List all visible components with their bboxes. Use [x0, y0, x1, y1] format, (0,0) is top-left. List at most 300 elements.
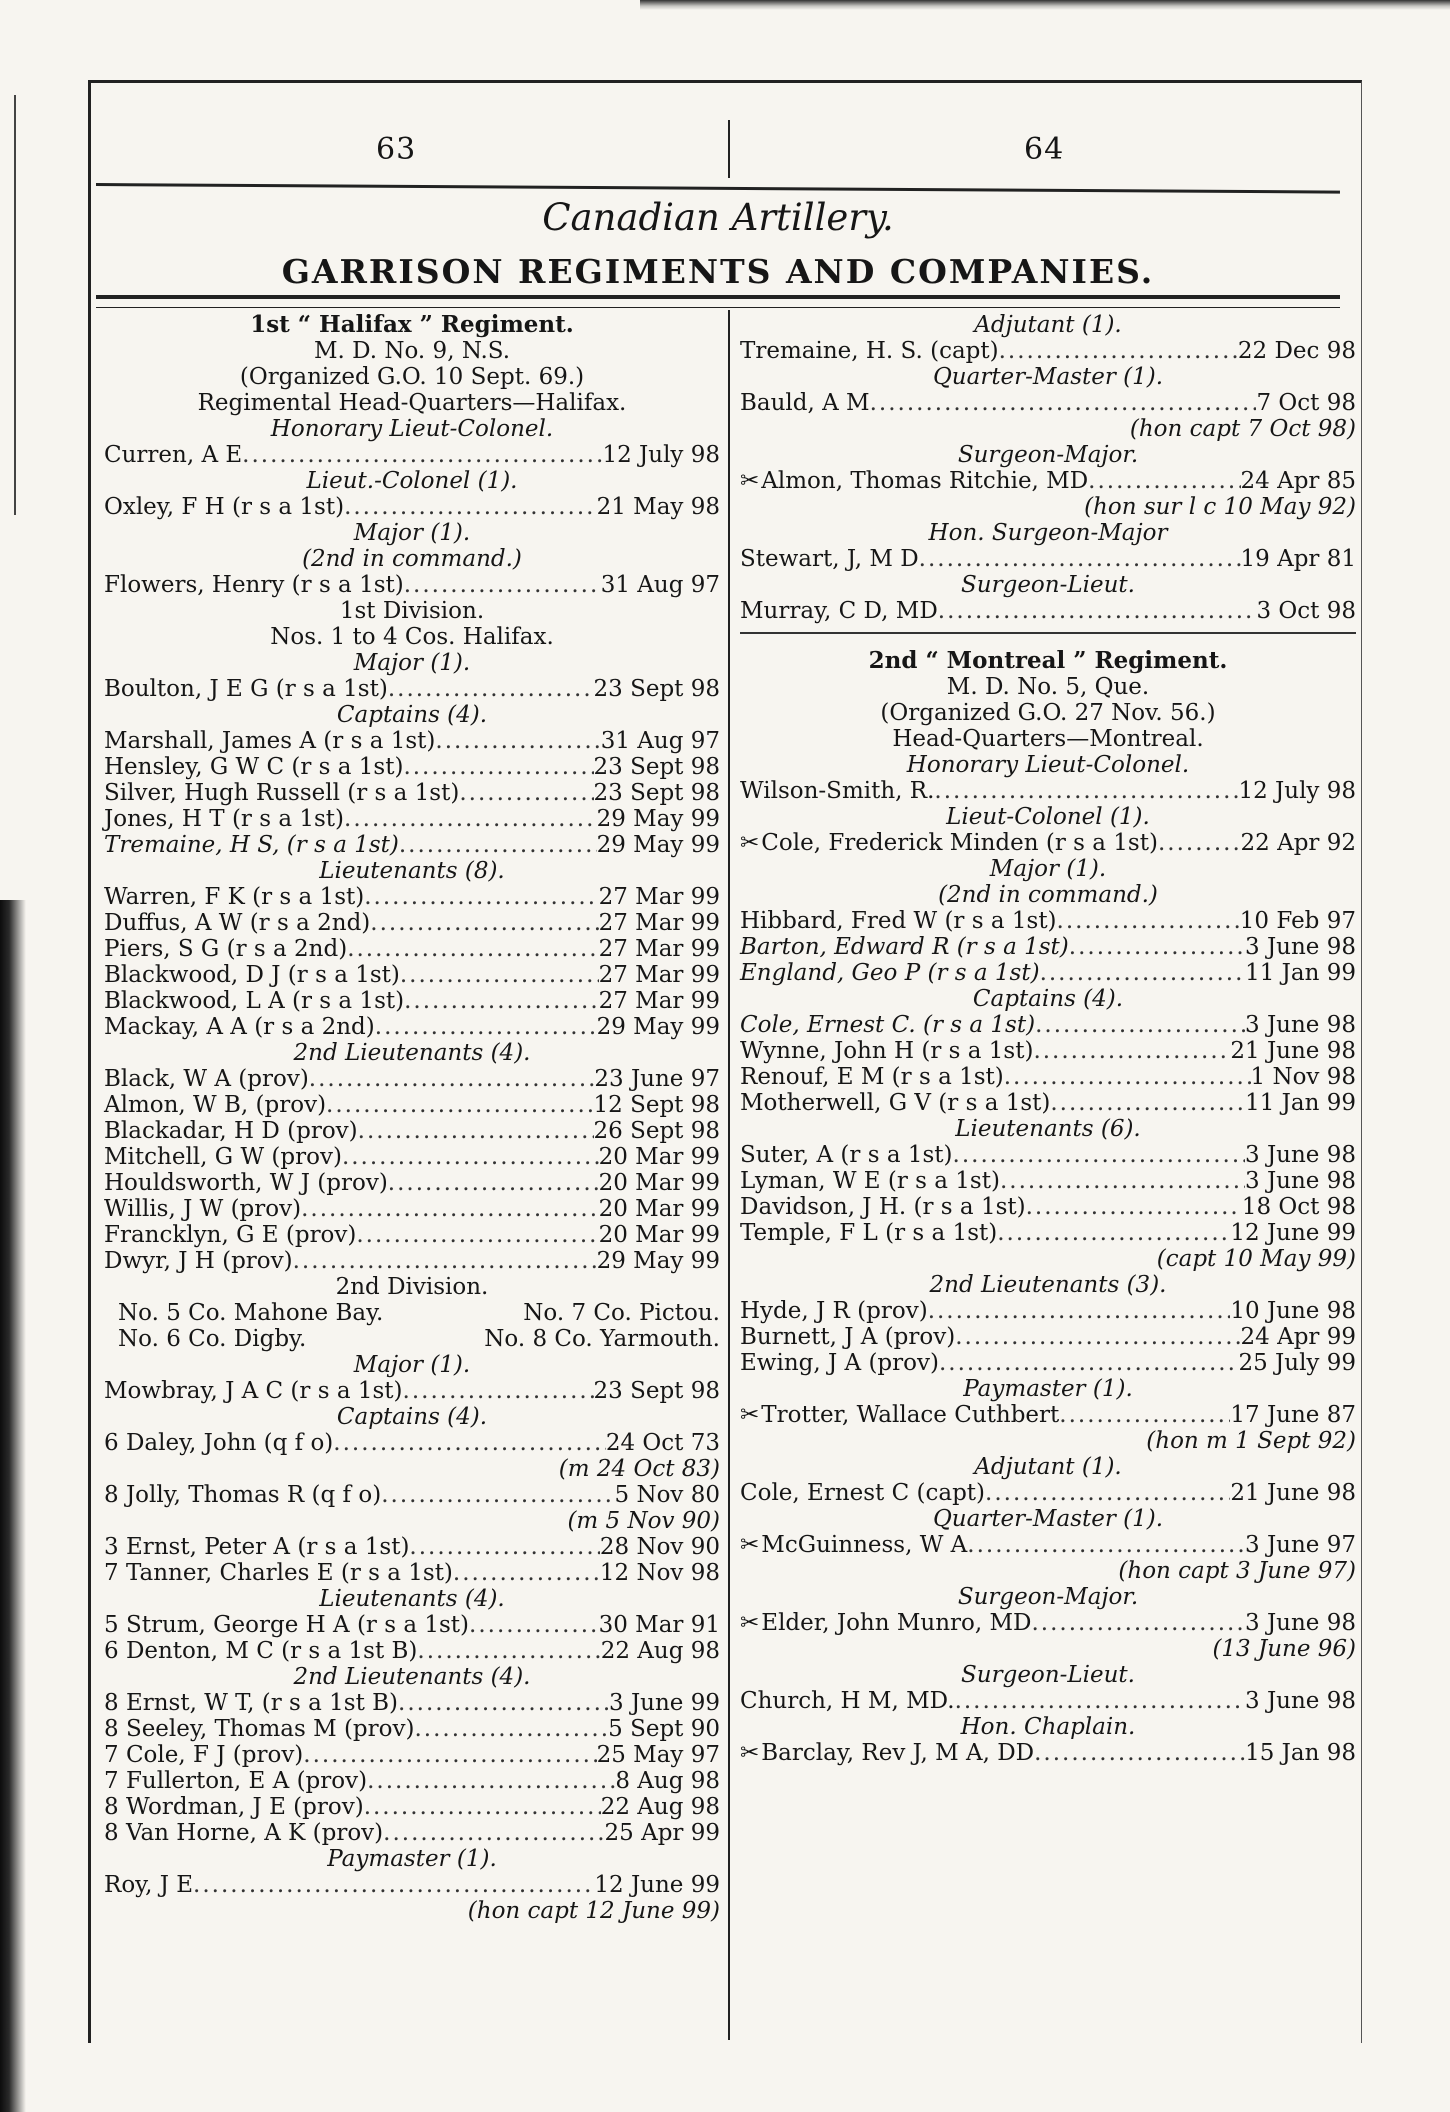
leader-dots — [193, 1872, 594, 1898]
commission-date: 10 June 98 — [1230, 1298, 1356, 1324]
note-text: (13 June 96) — [1212, 1636, 1356, 1662]
leader-dots — [1035, 1012, 1245, 1038]
officer-name: Suter, A (r s a 1st) — [740, 1142, 953, 1168]
officer-name: Hyde, J R (prov) — [740, 1298, 928, 1324]
officer-entry — [104, 1066, 720, 1092]
leader-dots — [1059, 1402, 1230, 1428]
commission-date: 29 May 99 — [596, 1014, 720, 1040]
officer-entry — [104, 1690, 720, 1716]
commission-date: 27 Mar 99 — [598, 988, 720, 1014]
commission-date: 30 Mar 91 — [598, 1612, 720, 1638]
leader-dots — [375, 1014, 597, 1040]
commission-date: 25 July 99 — [1238, 1350, 1356, 1376]
leader-dots — [1026, 1194, 1242, 1220]
leader-dots — [939, 1350, 1239, 1376]
leader-dots — [301, 1196, 599, 1222]
commission-date: 27 Mar 99 — [598, 884, 720, 910]
leader-dots — [403, 754, 593, 780]
section-rule — [740, 632, 1356, 634]
rank-subheading: Hon. Surgeon-Major — [928, 520, 1168, 546]
officer-name: Burnett, J A (prov) — [740, 1324, 956, 1350]
officer-name: Mitchell, G W (prov) — [104, 1144, 342, 1170]
officer-name: Silver, Hugh Russell (r s a 1st) — [104, 780, 460, 806]
leader-dots — [955, 1688, 1245, 1714]
officer-name: 3 Ernst, Peter A (r s a 1st) — [104, 1534, 410, 1560]
title-double-rule — [96, 295, 1340, 308]
commission-date: 12 July 98 — [602, 442, 720, 468]
officer-entry — [740, 1688, 1356, 1714]
honorary-note — [104, 1456, 720, 1482]
rank-subheading: Paymaster (1). — [327, 1846, 497, 1872]
rank-subheading: 2nd Lieutenants (3). — [929, 1272, 1167, 1298]
officer-entry — [740, 1298, 1356, 1324]
officer-entry — [740, 960, 1356, 986]
officer-name: 8 Van Horne, A K (prov) — [104, 1820, 384, 1846]
honorary-note — [740, 1246, 1356, 1272]
officer-entry — [740, 1142, 1356, 1168]
commission-date: 24 Apr 85 — [1240, 468, 1356, 494]
leader-dots — [459, 780, 593, 806]
officer-entry — [104, 442, 720, 468]
leader-dots — [999, 338, 1238, 364]
leader-dots — [1033, 1038, 1230, 1064]
commission-date: 20 Mar 99 — [598, 1144, 720, 1170]
leader-dots — [242, 442, 602, 468]
officer-entry — [740, 390, 1356, 416]
officer-name: Cole, Ernest C (capt) — [740, 1480, 986, 1506]
officer-name: Temple, F L (r s a 1st) — [740, 1220, 998, 1246]
officer-name: Hibbard, Fred W (r s a 1st) — [740, 908, 1057, 934]
officer-name: Houldsworth, W J (prov) — [104, 1170, 388, 1196]
regiment-heading: 2nd “ Montreal ” Regiment. — [868, 647, 1228, 674]
commission-date: 3 June 98 — [1245, 1012, 1356, 1038]
commission-date: 12 Sept 98 — [593, 1092, 720, 1118]
officer-entry — [740, 830, 1356, 856]
officer-name: Wilson-Smith, R. — [740, 778, 935, 804]
regiment-info: 1st Division. — [339, 598, 485, 624]
rank-subheading: Surgeon-Major. — [957, 442, 1139, 468]
column-divider — [728, 310, 730, 2040]
officer-name: Jones, H T (r s a 1st) — [104, 806, 345, 832]
officer-entry — [104, 1170, 720, 1196]
rank-subheading: 2nd Lieutenants (4). — [293, 1664, 531, 1690]
officer-entry — [740, 908, 1356, 934]
rank-subheading: Surgeon-Major. — [957, 1584, 1139, 1610]
rank-subheading: Adjutant (1). — [974, 312, 1122, 338]
commission-date: 21 May 98 — [596, 494, 720, 520]
officer-entry — [740, 546, 1356, 572]
company-row — [104, 1326, 720, 1352]
commission-date: 19 Apr 81 — [1240, 546, 1356, 572]
leader-dots — [453, 1560, 600, 1586]
officer-name: Willis, J W (prov) — [104, 1196, 302, 1222]
regiment-info: Head-Quarters—Montreal. — [892, 726, 1204, 752]
commission-date: 23 Sept 98 — [593, 780, 720, 806]
scan-top-shadow — [640, 0, 1450, 10]
commission-date: 18 Oct 98 — [1241, 1194, 1356, 1220]
commission-date: 27 Mar 99 — [598, 936, 720, 962]
commission-date: 31 Aug 97 — [600, 572, 720, 598]
company-left: No. 5 Co. Mahone Bay. — [118, 1300, 384, 1326]
officer-name: Ewing, J A (prov) — [740, 1350, 939, 1376]
leader-dots — [344, 494, 597, 520]
officer-name: Bauld, A M — [740, 390, 870, 416]
rank-subheading: (2nd in command.) — [938, 882, 1158, 908]
officer-name: Davidson, J H. (r s a 1st) — [740, 1194, 1026, 1220]
leader-dots — [934, 778, 1238, 804]
leader-dots — [404, 572, 601, 598]
regiment-heading: 1st “ Halifax ” Regiment. — [250, 311, 574, 338]
officer-entry — [740, 778, 1356, 804]
commission-date: 24 Apr 99 — [1240, 1324, 1356, 1350]
rank-subheading: Captains (4). — [336, 1404, 488, 1430]
officer-name: Blackwood, L A (r s a 1st) — [104, 988, 405, 1014]
note-text: (hon sur l c 10 May 92) — [1084, 494, 1356, 520]
rank-subheading: Honorary Lieut-Colonel. — [270, 416, 554, 442]
leader-dots — [309, 1066, 595, 1092]
leader-dots — [409, 1534, 599, 1560]
commission-date: 5 Nov 80 — [614, 1482, 720, 1508]
officer-name: Tremaine, H. S. (capt) — [740, 338, 999, 364]
honorary-note — [740, 494, 1356, 520]
section-subtitle: Canadian Artillery. — [542, 196, 894, 239]
officer-entry — [104, 910, 720, 936]
regiment-info: Nos. 1 to 4 Cos. Halifax. — [270, 624, 554, 650]
leader-dots — [1004, 1064, 1251, 1090]
officer-entry — [104, 572, 720, 598]
officer-entry — [104, 1144, 720, 1170]
officer-name: Church, H M, MD. — [740, 1688, 955, 1714]
leader-dots — [398, 1690, 609, 1716]
commission-date: 26 Sept 98 — [593, 1118, 720, 1144]
left-column — [104, 312, 720, 1924]
officer-entry — [104, 806, 720, 832]
officer-name: Blackwood, D J (r s a 1st) — [104, 962, 400, 988]
leader-dots — [938, 598, 1257, 624]
officer-name: Cole, Ernest C. (r s a 1st) — [740, 1012, 1036, 1038]
officer-entry — [104, 1430, 720, 1456]
officer-name: England, Geo P (r s a 1st) — [740, 960, 1040, 986]
honorary-note — [740, 416, 1356, 442]
scissors-icon: ✂ — [740, 468, 760, 494]
leader-dots — [383, 1820, 604, 1846]
officer-name: 6 Daley, John (q f o) — [104, 1430, 334, 1456]
officer-name: Mowbray, J A C (r s a 1st) — [104, 1378, 403, 1404]
rank-subheading: 2nd Lieutenants (4). — [293, 1040, 531, 1066]
officer-entry — [740, 468, 1356, 494]
regiment-info: M. D. No. 5, Que. — [946, 674, 1150, 700]
leader-dots — [342, 1144, 599, 1170]
commission-date: 12 Nov 98 — [599, 1560, 720, 1586]
officer-entry — [104, 494, 720, 520]
commission-date: 24 Oct 73 — [605, 1430, 720, 1456]
note-text: (m 24 Oct 83) — [558, 1456, 720, 1482]
officer-entry — [740, 1480, 1356, 1506]
rank-subheading: Quarter-Master (1). — [932, 1506, 1164, 1532]
note-text: (hon capt 7 Oct 98) — [1129, 416, 1356, 442]
commission-date: 1 Nov 98 — [1250, 1064, 1356, 1090]
officer-entry — [104, 728, 720, 754]
officer-entry — [104, 1560, 720, 1586]
officer-name: Almon, W B, (prov) — [104, 1092, 327, 1118]
leader-dots — [1032, 1610, 1246, 1636]
officer-name: Boulton, J E G (r s a 1st) — [104, 676, 388, 702]
officer-entry — [104, 1768, 720, 1794]
rank-subheading: Lieut.-Colonel (1). — [306, 468, 518, 494]
commission-date: 12 June 99 — [1230, 1220, 1356, 1246]
officer-name: ✂Cole, Frederick Minden (r s a 1st) — [740, 830, 1158, 856]
leader-dots — [370, 910, 598, 936]
rank-subheading: Captains (4). — [336, 702, 488, 728]
commission-date: 11 Jan 99 — [1245, 1090, 1356, 1116]
leader-dots — [356, 1222, 598, 1248]
officer-entry — [104, 1378, 720, 1404]
officer-entry — [104, 1742, 720, 1768]
commission-date: 20 Mar 99 — [598, 1196, 720, 1222]
scissors-icon: ✂ — [740, 1532, 760, 1558]
leader-dots — [347, 936, 598, 962]
officer-entry — [104, 1092, 720, 1118]
commission-date: 29 May 99 — [596, 1248, 720, 1274]
officer-name: Marshall, James A (r s a 1st) — [104, 728, 436, 754]
commission-date: 12 June 99 — [594, 1872, 720, 1898]
officer-entry — [104, 1534, 720, 1560]
officer-entry — [740, 338, 1356, 364]
note-text: (hon capt 12 June 99) — [467, 1898, 720, 1924]
officer-entry — [104, 962, 720, 988]
commission-date: 11 Jan 99 — [1245, 960, 1356, 986]
officer-name: Stewart, J, M D — [740, 546, 919, 572]
officer-entry — [104, 884, 720, 910]
company-left: No. 6 Co. Digby. — [118, 1326, 307, 1352]
leader-dots — [333, 1430, 606, 1456]
commission-date: 21 June 98 — [1230, 1480, 1356, 1506]
regiment-info: M. D. No. 9, N.S. — [313, 338, 511, 364]
note-text: (hon capt 3 June 97) — [1118, 1558, 1356, 1584]
section-title: GARRISON REGIMENTS AND COMPANIES. — [281, 252, 1155, 291]
officer-name: ✂Almon, Thomas Ritchie, MD — [740, 468, 1089, 494]
officer-entry — [104, 1872, 720, 1898]
leader-dots — [1057, 908, 1240, 934]
officer-entry — [740, 1038, 1356, 1064]
officer-entry — [104, 832, 720, 858]
commission-date: 22 Apr 92 — [1240, 830, 1356, 856]
commission-date: 22 Aug 98 — [600, 1638, 720, 1664]
leader-dots — [399, 832, 597, 858]
commission-date: 17 June 87 — [1230, 1402, 1356, 1428]
leader-dots — [403, 1378, 594, 1404]
rank-subheading: Captains (4). — [972, 986, 1124, 1012]
leader-dots — [414, 1716, 608, 1742]
officer-entry — [740, 1402, 1356, 1428]
leader-dots — [293, 1248, 597, 1274]
leader-dots — [400, 962, 599, 988]
leader-dots — [1088, 468, 1240, 494]
rank-subheading: Hon. Chaplain. — [960, 1714, 1136, 1740]
officer-entry — [104, 1612, 720, 1638]
leader-dots — [326, 1092, 593, 1118]
commission-date: 3 June 98 — [1245, 1688, 1356, 1714]
officer-name: 7 Tanner, Charles E (r s a 1st) — [104, 1560, 453, 1586]
company-right: No. 7 Co. Pictou. — [523, 1300, 720, 1326]
officer-name: 8 Seeley, Thomas M (prov) — [104, 1716, 415, 1742]
commission-date: 7 Oct 98 — [1256, 390, 1356, 416]
rank-subheading: Quarter-Master (1). — [932, 364, 1164, 390]
honorary-note — [740, 1428, 1356, 1454]
commission-date: 23 Sept 98 — [593, 1378, 720, 1404]
leader-dots — [919, 546, 1241, 572]
officer-name: Motherwell, G V (r s a 1st) — [740, 1090, 1051, 1116]
leader-dots — [344, 806, 597, 832]
commission-date: 20 Mar 99 — [598, 1222, 720, 1248]
officer-name: Mackay, A A (r s a 2nd) — [104, 1014, 375, 1040]
officer-name: Lyman, W E (r s a 1st) — [740, 1168, 1000, 1194]
commission-date: 15 Jan 98 — [1245, 1740, 1356, 1766]
officer-name: Tremaine, H S, (r s a 1st) — [104, 832, 399, 858]
officer-entry — [740, 934, 1356, 960]
officer-entry — [104, 1482, 720, 1508]
rank-subheading: Major (1). — [353, 520, 471, 546]
commission-date: 22 Aug 98 — [600, 1794, 720, 1820]
officer-name: Flowers, Henry (r s a 1st) — [104, 572, 404, 598]
officer-name: Barton, Edward R (r s a 1st) — [740, 934, 1069, 960]
officer-entry — [104, 1014, 720, 1040]
officer-entry — [104, 754, 720, 780]
officer-entry — [740, 1064, 1356, 1090]
commission-date: 29 May 99 — [596, 832, 720, 858]
officer-name: Warren, F K (r s a 1st) — [104, 884, 365, 910]
leader-dots — [1034, 1740, 1245, 1766]
officer-name: Hensley, G W C (r s a 1st) — [104, 754, 404, 780]
honorary-note — [104, 1898, 720, 1924]
leader-dots — [997, 1220, 1230, 1246]
officer-entry — [740, 1740, 1356, 1766]
leader-dots — [928, 1298, 1231, 1324]
honorary-note — [740, 1558, 1356, 1584]
officer-name: Dwyr, J H (prov) — [104, 1248, 293, 1274]
commission-date: 20 Mar 99 — [598, 1170, 720, 1196]
leader-dots — [364, 884, 598, 910]
scissors-icon: ✂ — [740, 1402, 760, 1428]
commission-date: 27 Mar 99 — [598, 910, 720, 936]
commission-date: 10 Feb 97 — [1239, 908, 1356, 934]
officer-entry — [104, 1820, 720, 1846]
regiment-info: (Organized G.O. 27 Nov. 56.) — [880, 700, 1216, 726]
rank-subheading: Surgeon-Lieut. — [961, 1662, 1135, 1688]
officer-entry — [104, 1118, 720, 1144]
officer-entry — [740, 1324, 1356, 1350]
leader-dots — [388, 676, 594, 702]
page-number-right: 64 — [1024, 132, 1065, 167]
leader-dots — [469, 1612, 599, 1638]
leader-dots — [1158, 830, 1241, 856]
page-number-divider — [728, 120, 730, 178]
note-text: (capt 10 May 99) — [1156, 1246, 1356, 1272]
officer-name: 8 Ernst, W T, (r s a 1st B) — [104, 1690, 399, 1716]
commission-date: 3 June 98 — [1245, 934, 1356, 960]
officer-entry — [104, 676, 720, 702]
honorary-note — [104, 1508, 720, 1534]
regiment-info: (Organized G.O. 10 Sept. 69.) — [239, 364, 585, 390]
leader-dots — [870, 390, 1257, 416]
officer-name: Piers, S G (r s a 2nd) — [104, 936, 348, 962]
officer-name: Duffus, A W (r s a 2nd) — [104, 910, 371, 936]
commission-date: 23 Sept 98 — [593, 754, 720, 780]
officer-entry — [104, 1638, 720, 1664]
officer-entry — [104, 1196, 720, 1222]
scissors-icon: ✂ — [740, 830, 760, 856]
commission-date: 12 July 98 — [1238, 778, 1356, 804]
rank-subheading: Surgeon-Lieut. — [961, 572, 1135, 598]
page-number-left: 63 — [376, 132, 417, 167]
commission-date: 23 Sept 98 — [593, 676, 720, 702]
officer-name: Curren, A E — [104, 442, 243, 468]
leader-dots — [417, 1638, 600, 1664]
officer-entry — [740, 1090, 1356, 1116]
officer-entry — [104, 780, 720, 806]
commission-date: 3 June 99 — [609, 1690, 720, 1716]
officer-name: 7 Cole, F J (prov) — [104, 1742, 304, 1768]
leader-dots — [953, 1142, 1246, 1168]
leader-dots — [985, 1480, 1230, 1506]
officer-entry — [740, 1168, 1356, 1194]
commission-date: 3 June 97 — [1245, 1532, 1356, 1558]
commission-date: 25 Apr 99 — [604, 1820, 720, 1846]
officer-name: Blackadar, H D (prov) — [104, 1118, 358, 1144]
leader-dots — [381, 1482, 614, 1508]
officer-name: 8 Jolly, Thomas R (q f o) — [104, 1482, 382, 1508]
regiment-info: 2nd Division. — [335, 1274, 489, 1300]
officer-name: Murray, C D, MD — [740, 598, 938, 624]
right-column — [740, 312, 1356, 1766]
officer-name: Oxley, F H (r s a 1st) — [104, 494, 345, 520]
rank-subheading: Major (1). — [353, 650, 471, 676]
commission-date: 29 May 99 — [596, 806, 720, 832]
officer-entry — [104, 936, 720, 962]
commission-date: 31 Aug 97 — [600, 728, 720, 754]
officer-name: ✂McGuinness, W A — [740, 1532, 968, 1558]
officer-name: Black, W A (prov) — [104, 1066, 309, 1092]
officer-name: 5 Strum, George H A (r s a 1st) — [104, 1612, 470, 1638]
officer-entry — [104, 1794, 720, 1820]
officer-entry — [104, 1248, 720, 1274]
rank-subheading: Lieutenants (6). — [955, 1116, 1141, 1142]
binding-shadow — [0, 900, 26, 2112]
officer-entry — [740, 1194, 1356, 1220]
rank-subheading: (2nd in command.) — [302, 546, 522, 572]
honorary-note — [740, 1636, 1356, 1662]
rank-subheading: Lieutenants (8). — [319, 858, 505, 884]
scissors-icon: ✂ — [740, 1610, 760, 1636]
rank-subheading: Lieut-Colonel (1). — [946, 804, 1150, 830]
commission-date: 28 Nov 90 — [599, 1534, 720, 1560]
rank-subheading: Adjutant (1). — [974, 1454, 1122, 1480]
officer-entry — [104, 1222, 720, 1248]
commission-date: 23 June 97 — [594, 1066, 720, 1092]
company-row — [104, 1300, 720, 1326]
officer-name: Wynne, John H (r s a 1st) — [740, 1038, 1034, 1064]
officer-entry — [740, 1610, 1356, 1636]
leader-dots — [955, 1324, 1240, 1350]
officer-entry — [104, 988, 720, 1014]
officer-name: ✂Trotter, Wallace Cuthbert — [740, 1402, 1060, 1428]
rank-subheading: Major (1). — [989, 856, 1107, 882]
note-text: (m 5 Nov 90) — [567, 1508, 720, 1534]
officer-entry — [740, 1532, 1356, 1558]
officer-entry — [740, 598, 1356, 624]
rank-subheading: Honorary Lieut-Colonel. — [906, 752, 1190, 778]
commission-date: 5 Sept 90 — [608, 1716, 720, 1742]
